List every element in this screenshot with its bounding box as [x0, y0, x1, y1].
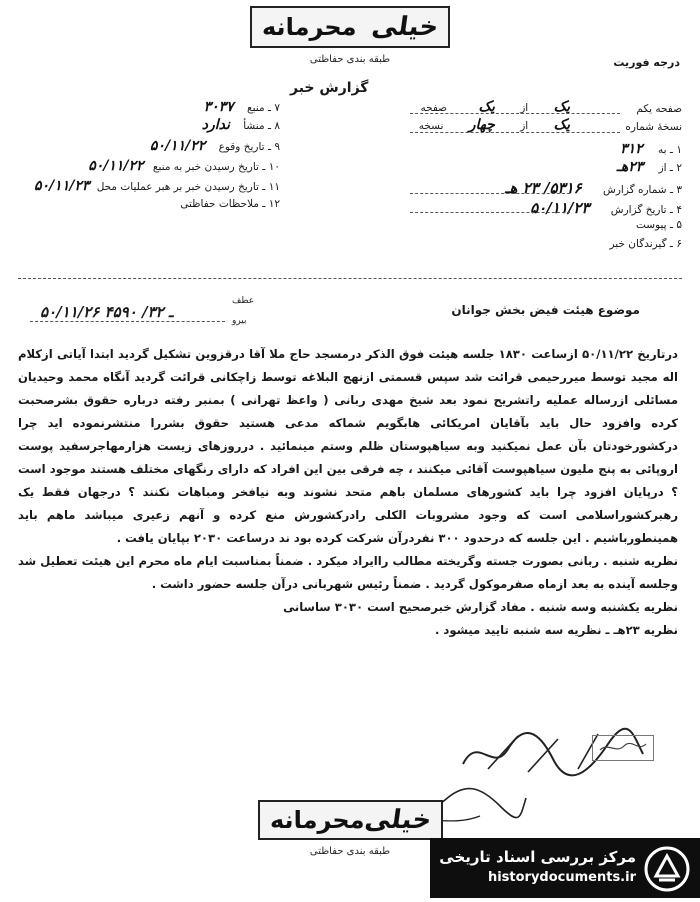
reference-atf-label: عطف: [232, 296, 255, 306]
origin-row: [202, 117, 280, 133]
origin-label: ۸ ـ منشأ: [243, 120, 280, 132]
dash-line: [410, 113, 620, 114]
recv-ops-value: ۵۰/۱۱/۲۳: [34, 178, 90, 194]
attachment-row: [636, 219, 682, 231]
copy-word-label: نسخه: [418, 120, 444, 132]
body-paragraph: نظریه شنبه . ربانی بصورت جسته وگریخته مطالب راایراد میکرد . ضمناً بمناسبت ایام ماه محرم این هیئت تعطیل شد وجلسه آینده به بعد ازماه صفرموکول گردید . ضمناً رئیس شهربانی درآن جلسه حضور داشت .: [18, 554, 678, 591]
stamp-caption-top: طبقه بندی حفاظتی: [309, 54, 391, 65]
stamp-word-very: خیلی: [369, 12, 441, 42]
dash-line: [410, 212, 570, 213]
classification-stamp-top: [250, 6, 450, 48]
archive-brand-name: مرکز بررسی اسناد تاریخی: [439, 848, 636, 866]
report-body: [18, 343, 678, 642]
page-count-row: [636, 103, 682, 115]
report-date-label: ۴ ـ تاریخ گزارش: [610, 204, 682, 216]
copy-total: چهار: [468, 117, 495, 133]
stamp-word-secret: محرمانه: [270, 806, 365, 834]
attachment-label: ۵ ـ پیوست: [635, 219, 682, 231]
source-value: ۳۰۳۷: [203, 99, 234, 115]
archive-watermark: [430, 838, 700, 898]
copy-count-row: [625, 121, 682, 133]
notes-label: ۱۲ ـ ملاحظات حفاظتی: [180, 198, 280, 210]
subject-line: موضوع هیئت فیض بخش جوانان: [451, 303, 640, 317]
dash-line: [410, 193, 570, 194]
copy-number: یک: [553, 117, 570, 133]
page-total: یک: [478, 99, 495, 115]
report-date-row: [530, 199, 682, 217]
urgency-label: درجه فوریت: [613, 56, 680, 69]
report-number-label: ۳ ـ شماره گزارش: [603, 184, 682, 196]
notes-row: [180, 198, 280, 210]
recv-source-label: ۱۰ ـ تاریخ رسیدن خبر به منبع: [152, 161, 280, 173]
report-date-value: ۵۰/۱۱/۲۳: [530, 199, 590, 217]
classification-stamp-bottom: [258, 800, 443, 840]
report-number-value: ۵۳۱۶/ ۲۳ هـ: [505, 179, 582, 197]
stamp-caption-bottom: طبقه بندی حفاظتی: [309, 846, 391, 857]
recv-ops-label: ۱۱ ـ تاریخ رسیدن خبر بر هبر عملیات محل: [96, 181, 280, 193]
from-row: [617, 159, 682, 175]
copy-num-wrap: [419, 117, 570, 133]
dash-line: [410, 132, 620, 133]
archive-logo-icon: [644, 846, 690, 892]
to-label: ۱ ـ به: [658, 144, 682, 156]
dash-line: [30, 321, 225, 322]
stamp-word-very: خیلی: [362, 805, 434, 835]
to-row: [620, 141, 682, 157]
page-of-label: از: [520, 102, 529, 114]
reference-biro-label: بیرو: [232, 316, 247, 326]
separator-line: [18, 278, 682, 279]
from-label: ۲ ـ از: [658, 162, 682, 174]
recv-source-value: ۵۰/۱۱/۲۲: [88, 158, 144, 174]
page-number: یک: [553, 99, 570, 115]
body-paragraph: درتاریخ ۵۰/۱۱/۲۲ ازساعت ۱۸۳۰ جلسه هیئت فوق الذکر درمسجد حاج ملا آقا درقزوین تشکیل گردید ابتدا آیاتی ازکلام اله مجید توسط میررحیمی قرائت شد سپس قسمتی ازنهج البلاغه توسط زاچکانی قرائت گردید آنگاه محمد وحیدیان مسائلی ازرساله عملیه راتشریح نمود بعد شیخ مهدی ربانی ( واعظ تهرانی ) بمنبر رفته درباره حقوق بشرصحبت کرده وافزود حال باید بآقایان امریکائی هابگویم شماکه مدعی هستید حقوق بشررا منتشرنموده اید چرا درکشورخودتان بآن عمل نمیکنید وبه سیاهپوستان ظلم وستم مینمائید . درروزهای زیست هزارمهاجرسفید پوست اروپائی به پنج ملیون سیاهپوست آقائی میکنند ، چه فرقی بین این افراد که دارای رنگهای مختلف هستند موجود است ؟ درپایان افزود چرا باید کشورهای مسلمان باهم متحد نشوند وبه نیافخر ومباهات نکنند ؟ درجهان فقط یک رهبرکشوراسلامی است که وجود مشروبات الکلی رادرکشورش منع کرده و آنهم زعیری میباشد ماهم باید همینطورباشیم . این جلسه که درحدود ۳۰۰ نفردرآن شرکت کرده بود ند درساعت ۲۰۳۰ بپایان یافت .: [18, 347, 679, 545]
reference-number: ۵۰/۱۱/۲۶ ـ ۳۲/ ۴۵۹۰: [40, 303, 174, 321]
event-date-value: ۵۰/۱۱/۲۲: [149, 138, 206, 154]
recipients-row: [610, 238, 683, 250]
source-label: ۷ ـ منبع: [247, 102, 280, 114]
to-value: ۳۱۲: [620, 141, 643, 157]
archive-url: historydocuments.ir: [487, 870, 636, 885]
page-label: صفحه یکم: [636, 103, 682, 115]
origin-value: ندارد: [201, 117, 230, 133]
recv-source-row: [88, 158, 280, 174]
source-row: [204, 99, 280, 115]
event-date-label: ۹ ـ تاریخ وقوع: [218, 141, 280, 153]
stamp-word-secret: محرمانه: [262, 13, 357, 41]
from-value: ۲۳هـ: [616, 159, 644, 175]
recipients-label: ۶ ـ گیرندگان خبر: [609, 238, 682, 250]
event-date-row: [150, 138, 280, 154]
copy-label: نسخهٔ شماره: [625, 121, 682, 133]
body-paragraph: نظریه ۲۳هـ ـ نظریه سه شنبه تایید میشود .: [434, 623, 678, 637]
page-word-label: صفحه: [420, 102, 448, 114]
recv-ops-row: [34, 178, 280, 194]
received-stamp-box: [592, 735, 654, 761]
copy-of-label: از: [520, 120, 529, 132]
body-paragraph: نظریه یکشنبه وسه شنبه . مفاد گزارش خبرصحیح است ۳۰۳۰ ساسانی: [283, 600, 678, 614]
report-number-row: [505, 179, 682, 197]
page-title: گزارش خبر: [290, 80, 369, 96]
stamp-scribble-icon: [598, 740, 648, 756]
